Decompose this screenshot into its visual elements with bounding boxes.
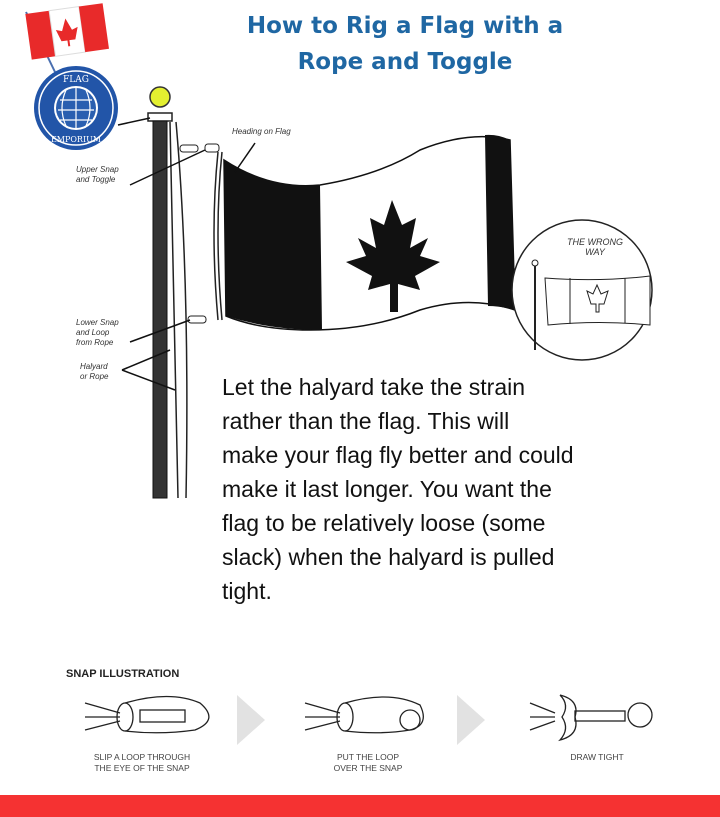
label-wrong-way: THE WRONG [567, 237, 623, 247]
paragraph-line: slack) when the halyard is pulled [222, 544, 555, 570]
title-line-1: How to Rig a Flag with a [246, 13, 564, 39]
label-lower-snap-3: from Rope [76, 338, 114, 347]
snap-steps-illustration [80, 685, 680, 750]
halyard-rope [170, 122, 187, 498]
label-lower-snap: Lower Snap [76, 318, 119, 327]
paragraph-line: Let the halyard take the strain [222, 374, 526, 400]
logo-text-top: FLAG [63, 75, 89, 85]
label-wrong-way-2: WAY [585, 247, 605, 257]
label-heading-on-flag: Heading on Flag [232, 127, 291, 136]
finial-ball [150, 87, 170, 107]
snap-step-1-caption-2: THE EYE OF THE SNAP [94, 763, 190, 773]
snap-step-1-drawing [85, 697, 209, 733]
arrow-icon [237, 695, 265, 745]
snap-step-2-caption: PUT THE LOOP [336, 752, 400, 762]
snap-step-2-caption-2: OVER THE SNAP [333, 763, 403, 773]
label-halyard-2: or Rope [80, 372, 109, 381]
snap-illustration-title: SNAP ILLUSTRATION [66, 668, 180, 680]
arrow-icon [457, 695, 485, 745]
paragraph-line: tight. [222, 578, 272, 604]
title-line-2: Rope and Toggle [297, 49, 513, 75]
paragraph-line: rather than the flag. This will [222, 408, 510, 434]
label-halyard: Halyard [80, 362, 108, 371]
snap-step-3-caption: DRAW TIGHT [570, 752, 624, 762]
label-upper-snap-2: and Toggle [76, 175, 116, 184]
footer-bar [0, 795, 720, 817]
snap-step-3-drawing [530, 695, 652, 740]
paragraph-line: make it last longer. You want the [222, 476, 552, 502]
snap-step-1-caption: SLIP A LOOP THROUGH [93, 752, 191, 762]
paragraph-line: make your flag fly better and could [222, 442, 574, 468]
instruction-paragraph [222, 370, 682, 608]
label-upper-snap: Upper Snap [76, 165, 119, 174]
label-lower-snap-2: and Loop [76, 328, 110, 337]
snap-step-2-drawing [305, 697, 423, 733]
logo-text-bottom: EMPORIUM [50, 135, 102, 144]
paragraph-line: flag to be relatively loose (some [222, 510, 546, 536]
page-title [200, 8, 610, 80]
